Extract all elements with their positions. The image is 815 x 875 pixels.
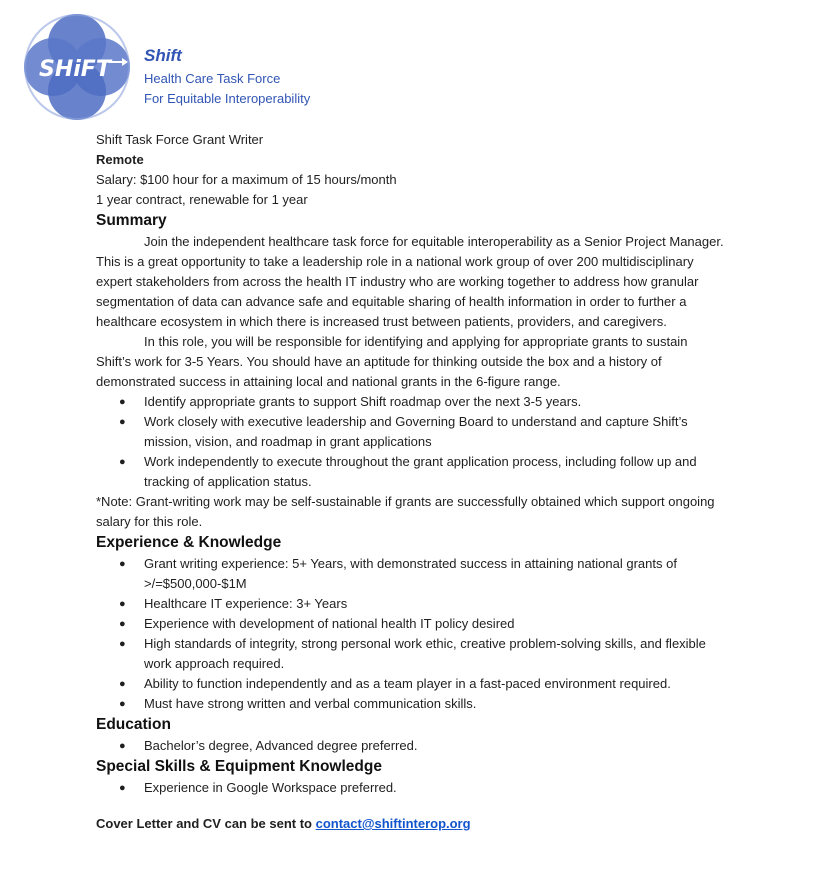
list-item: ● Grant writing experience: 5+ Years, with demonstrated success in attaining national grants of >/=$500,000-$1M — [119, 556, 677, 591]
list-item: ● High standards of integrity, strong personal work ethic, creative problem-solving skills, and flexible work approach required. — [119, 636, 706, 671]
experience-bullets — [96, 554, 726, 714]
bullet-icon: ● — [119, 456, 126, 468]
job-title: Shift Task Force Grant Writer — [96, 132, 264, 147]
list-item: ● Healthcare IT experience: 3+ Years — [96, 594, 726, 614]
bullet-icon: ● — [119, 638, 126, 650]
list-item: ● Work closely with executive leadership and Governing Board to understand and capture Shift’s mission, vision, and roadmap in grant applications — [119, 414, 688, 449]
skills-heading: Special Skills & Equipment Knowledge — [96, 758, 382, 775]
bullet-icon: ● — [119, 396, 126, 408]
logo-text: SHiFT — [39, 57, 111, 82]
bullet-icon: ● — [119, 598, 126, 610]
bullet-icon: ● — [119, 618, 126, 630]
bullet-icon: ● — [119, 698, 126, 710]
bullet-icon: ● — [119, 678, 126, 690]
list-item: ● Bachelor’s degree, Advanced degree preferred. — [96, 736, 726, 756]
contact-text: Cover Letter and CV can be sent to — [96, 816, 316, 831]
contact-line — [96, 814, 726, 834]
education-heading: Education — [96, 716, 171, 733]
job-posting — [96, 130, 726, 834]
list-item: ● Experience in Google Workspace preferred. — [96, 778, 726, 798]
job-contract: 1 year contract, renewable for 1 year — [96, 192, 308, 207]
org-tagline-1: Health Care Task Force — [144, 71, 281, 86]
list-item: ● Identify appropriate grants to support Shift roadmap over the next 3-5 years. — [96, 392, 726, 412]
education-bullets — [96, 736, 726, 756]
experience-heading: Experience & Knowledge — [96, 534, 282, 551]
bullet-icon: ● — [119, 416, 126, 428]
summary-paragraph-1: Join the independent healthcare task force for equitable interoperability as a Senior Project Manager. This is a great opportunity to take a leadership role in a national work group of over 200 multidisciplinary expert stakeholders from across the health IT industry who are working together to address how granular segmentation of data can advance safe and equitable sharing of health information in order to further a healthcare ecosystem in which there is increased trust between patients, providers, and caregivers. — [96, 234, 724, 329]
job-salary: Salary: $100 hour for a maximum of 15 hours/month — [96, 172, 397, 187]
org-header — [144, 46, 310, 109]
contact-email-link[interactable]: contact@shiftinterop.org — [315, 816, 471, 831]
skills-bullets — [96, 778, 726, 798]
shift-logo — [23, 13, 131, 121]
list-item: ● Work independently to execute throughout the grant application process, including follow up and tracking of application status. — [119, 454, 697, 489]
summary-heading: Summary — [96, 212, 167, 229]
org-name: Shift — [144, 46, 182, 65]
list-item: ● Must have strong written and verbal communication skills. — [96, 694, 726, 714]
org-tagline-2: For Equitable Interoperability — [144, 91, 311, 106]
bullet-icon: ● — [119, 782, 126, 794]
list-item: ● Ability to function independently and as a team player in a fast-paced environment required. — [96, 674, 726, 694]
list-item: ● Experience with development of national health IT policy desired — [96, 614, 726, 634]
bullet-icon: ● — [119, 740, 126, 752]
job-location: Remote — [96, 152, 144, 167]
summary-note: *Note: Grant-writing work may be self-sustainable if grants are successfully obtained which support ongoing salary for this role. — [96, 494, 715, 529]
summary-bullets — [96, 392, 726, 492]
summary-paragraph-2: In this role, you will be responsible for identifying and applying for appropriate grants to sustain Shift’s work for 3-5 Years. You should have an aptitude for thinking outside the box and a history of demonstrated success in attaining local and national grants in the 6-figure range. — [96, 334, 688, 389]
bullet-icon: ● — [119, 558, 126, 570]
